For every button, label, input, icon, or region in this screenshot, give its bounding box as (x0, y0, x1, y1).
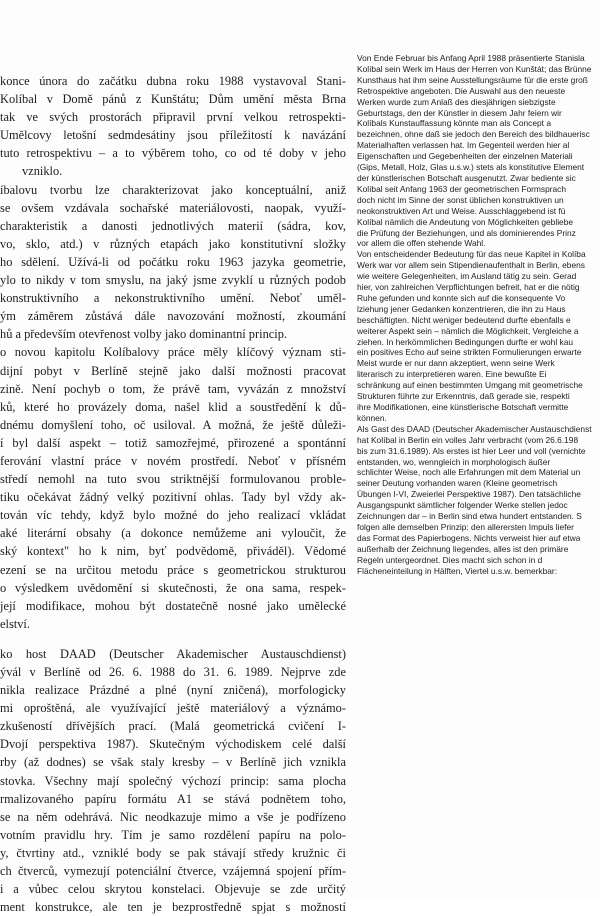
text-line: vo, sklo, atd.) v různých etapách jako konstitutivní složky (0, 236, 346, 251)
text-line: tován víc tehdy, když bylo možné do jeho realizací vkládat (0, 508, 346, 523)
text-line: Werken wurde zum Anlaß des diesjährigen siebzigste (357, 96, 556, 107)
text-line: ylo to nikdy v tom smyslu, na jaký jsme zvyklí u různých podob (0, 273, 346, 288)
text-line: (Gips, Metall, Holz, Glas u.s.w.) stets als konstitutive Element (357, 162, 585, 173)
text-line: zkušeností dřívějších prací. (Malá geometrická cvičení I- (0, 719, 346, 734)
text-line: ziehen. In herkömmlichen Bedingungen durfte er wohl kau (357, 336, 574, 347)
text-line: weiterer Aspekt sein – nämlich die Möglichkeit, Vergleiche a (357, 325, 579, 336)
text-line: ezení se na určitou metodu práce s geometrickou strukturou (0, 562, 346, 577)
text-line: ků, které ho provázely doma, našel klid a soustředění k dů- (0, 399, 346, 414)
text-line: y, čtvrtiny atd., vzniklé body se pak stávají středy kružnic či (0, 845, 346, 860)
text-line: rby (až dodnes) se však staly kresby – v Berlíně jich vznikla (0, 755, 346, 770)
text-line: bezeichnen, ohne daß sie jedoch den Bereich des bildhauerisc (357, 129, 590, 140)
text-line: vor allem die offen stehende Wahl. (357, 238, 486, 249)
text-line: charakteristik a danosti jednotlivých materií (sádra, kov, (0, 218, 346, 233)
text-line: Strukturen führte zur Erkenntnis, daß gerade sie, respekti (357, 391, 570, 402)
text-line: Meist wurde er nur dann akzeptiert, wenn seine Werk (357, 358, 555, 369)
text-line: Kolíbal seit Anfang 1963 der geometrischen Formsprach (357, 183, 567, 194)
text-line: tak ve svých prostorách připravil první velkou retrospekti- (0, 110, 346, 125)
text-line: její modifikace, mohou být dostatečně nosné jako umělecké (0, 598, 346, 613)
text-line: ihre Modifikationen, eine künstlerische Botschaft vermitte (357, 402, 569, 412)
text-line: tuto retrospektivu – a to výběrem toho, co od té doby v jeho (0, 146, 346, 161)
text-line: Dvojí perspektiva 1987). Skutečným východiskem celé další (0, 737, 346, 752)
text-line: o novou kapitolu Kolíbalovy práce měly klíčový význam sti- (0, 345, 346, 360)
text-line: lziehung jener Gedanken konzentrieren, die ihn zu Haus (357, 303, 566, 314)
czech-text-column (0, 72, 346, 916)
text-line: Übungen I-VI, Zweierlei Perspektive 1987). Den tatsächliche (357, 489, 581, 500)
text-line: außerhalb der Zeichnung liegendes, alles ist den primäre (357, 543, 569, 554)
text-line: die Prüfung der Beziehungen, und als dominierendes Prinz (357, 227, 576, 238)
text-line: vzniklo. (22, 164, 63, 179)
text-line: o výsledkem uvědomění si skutečnosti, že ona sama, respek- (0, 580, 346, 595)
text-line: dijní pobyt v Berlíně stejně jako další možnosti pracovat (0, 363, 346, 378)
text-line: Umělcovy letošní sedmdesátiny jsou příležitostí k navázání (0, 128, 346, 143)
text-line: Kolíbals Kunstauffassung könnte man als Concept a (357, 118, 551, 129)
text-line: Als Gast des DAAD (Deutscher Akademischer Austauschdienst (357, 423, 592, 434)
text-line: bis zum 31.6.1989). Als erstes ist hier Leer und voll (vernichte (357, 445, 586, 456)
text-line: der künstlerischen Botschaft ausgenutzt. Zwar bediente sic (357, 172, 576, 183)
text-line: konce února do začátku dubna roku 1988 vystavoval Stani- (0, 74, 346, 88)
text-line: aké literární obsahy (a dokonce nemůžeme ani vyloučit, že (0, 526, 346, 541)
text-line: tiku očekávat žádný velký pozitivní ohlas. Tady byl vždy ak- (0, 490, 346, 505)
text-line: entstanden, wo, wenngleich in morphologisch äußer (357, 456, 551, 467)
text-line: nikla realizace Prázdné a plné (nyní zničená), morfologicky (0, 683, 346, 698)
text-line: Von Ende Februar bis Anfang April 1988 präsentierte Stanisla (357, 53, 585, 63)
text-line: ský kontext" ho k nim, byť podvědomě, přiváděl). Vědomé (0, 544, 346, 559)
text-line: hů a především otevřenost volby jako dominantní princip. (0, 327, 287, 342)
text-line: Regeln untergeordnet. Dies macht sich schon in d (357, 554, 543, 565)
text-line: i a vůbec celou skrytou konstelaci. Objevuje se zde určitý (0, 882, 346, 897)
text-line: dnému domyšlení toho, oč usiloval. A možná, že ještě důleži- (0, 417, 346, 432)
text-line: ývál v Berlíně od 26. 6. 1988 do 31. 6. 1989. Nejprve zde (0, 665, 346, 679)
text-line: seiner Deutung vorhanden waren (Kleine geometrisch (357, 478, 558, 489)
text-line: wie weitere Gelegenheiten, im Ausland tätig zu sein. Gerad (357, 271, 577, 282)
text-line: Flächeneinteilung in Hälften, Viertel u.s.w. bemerkbar: (357, 565, 558, 576)
text-line: folgen alle demselben Prinzip: den allerersten Impuls liefer (357, 521, 574, 532)
text-line: Materialhaften verlassen hat. Im Gegenteil werden hier al (357, 140, 570, 151)
text-line: ein positives Echo auf seine strikten Formulierungen erwarte (357, 347, 582, 358)
text-line: konstruktivního a nekonstruktivního umění. Neboť uměl- (0, 291, 346, 306)
text-line: schränkung auf einen bestimmten Umgang mit geometrische (357, 380, 583, 391)
text-line: Von entscheidender Bedeutung für das neue Kapitel in Kolíba (357, 249, 586, 260)
text-line: Kolíbal sein Werk im Haus der Herren von Kunštát; das Brünne (357, 63, 592, 74)
text-line: rmalizovaného papíru formátu A1 se stává podnětem toho, (0, 791, 346, 806)
text-line: Kolíbal nämlich die Andeutung von Möglichkeiten gebliebe (357, 216, 574, 227)
text-line: Kolíbal v Domě pánů z Kunštátu; Dům umění města Brna (0, 92, 346, 107)
text-line: hier, von zahlreichen Verpflichtungen befreit, hat er die nötig (357, 282, 580, 293)
text-line: Zeichnungen dar – in Berlin sind etwa hundert entstanden. S (357, 511, 582, 522)
text-line: ko host DAAD (Deutscher Akademischer Austauschdienst) (0, 646, 346, 661)
text-line: Werk war vor allem sein Stipendienaufenthalt in Berlin, ebens (357, 260, 585, 271)
text-line: elství. (0, 616, 30, 631)
text-line: literarisch zu interpretieren waren. Eine bewußte Ei (357, 369, 547, 380)
text-line: se na něm odehrává. Nic neodkazuje mimo a vše je podřízeno (0, 809, 346, 824)
text-line: ch čtverců, vymezují potenciální čtverce, vzájemná spojení přím- (0, 864, 346, 879)
text-line: se ovšem vzdávala sochařské materiálovosti, naopak, využí- (0, 200, 346, 215)
text-line: votním pravidlu hry. Tím je samo rozdělení papíru na polo- (0, 827, 346, 842)
text-line: Retrospektive angeboten. Die Auswahl aus den neueste (357, 85, 566, 96)
german-text-column (357, 53, 600, 577)
text-line: ým záměrem zůstává dále navozování možností, zkoumání (0, 309, 346, 324)
text-line: středí nemohl na tuto svou striktnější formulovanou proble- (0, 472, 346, 487)
text-line: Eigenschaften und Gegebenheiten der einzelnen Materiali (357, 151, 573, 162)
text-line: das Format des Papierbogens. Nichts verweist hier auf etwa (357, 532, 581, 543)
text-line: Kunsthaus hat ihm seine Ausstellungsräume für die erste groß (357, 74, 588, 85)
text-line: können. (357, 412, 387, 423)
text-line: ho sdělení. Užívá-li od počátku roku 1963 jazyka geometrie, (0, 254, 346, 269)
text-line: íbalovu tvorbu lze charakterizovat jako konceptuální, aniž (0, 182, 346, 197)
text-line: beschäftigten. Nicht weniger bedeutend durfte ebenfalls e (357, 314, 571, 325)
text-line: ment konstrukce, ale ten je bezprostředně spjat s možností (0, 900, 346, 915)
text-line: mi oproštěná, ale využívající ještě materiálový a význámo- (0, 701, 346, 716)
text-line: Ruhe gefunden und konnte sich auf die konsequente Vo (357, 292, 566, 303)
text-line: schlichter Weise, noch alle Erfahrungen mit dem Material un (357, 467, 581, 478)
text-line: Ausgangspunkt sämtlicher folgender Werke stellen jedoc (357, 500, 568, 511)
text-line: Geburtstags, den der Künstler in diesem Jahr feiern wir (357, 107, 562, 118)
text-line: zině. Není pochyb o tom, že právě tam, vyvázán z množství (0, 381, 346, 396)
text-line: ferování vlastní práce v novém prostředí. Neboť v přísném (0, 453, 346, 468)
text-line: stovka. Všechny mají společný výchozí princip: sama plocha (0, 773, 346, 788)
text-line: í byl další aspekt – totiž samozřejmé, přirozené a spontánní (0, 435, 346, 450)
text-line: neokonstruktiven Art und Weise. Ausschlaggebend ist fü (357, 205, 566, 216)
text-line: doch nicht im Sinne der sonst üblichen konstruktiven un (357, 194, 564, 205)
text-line: hat Kolíbal in Berlin ein volles Jahr verbracht (vom 26.6.198 (357, 434, 579, 445)
